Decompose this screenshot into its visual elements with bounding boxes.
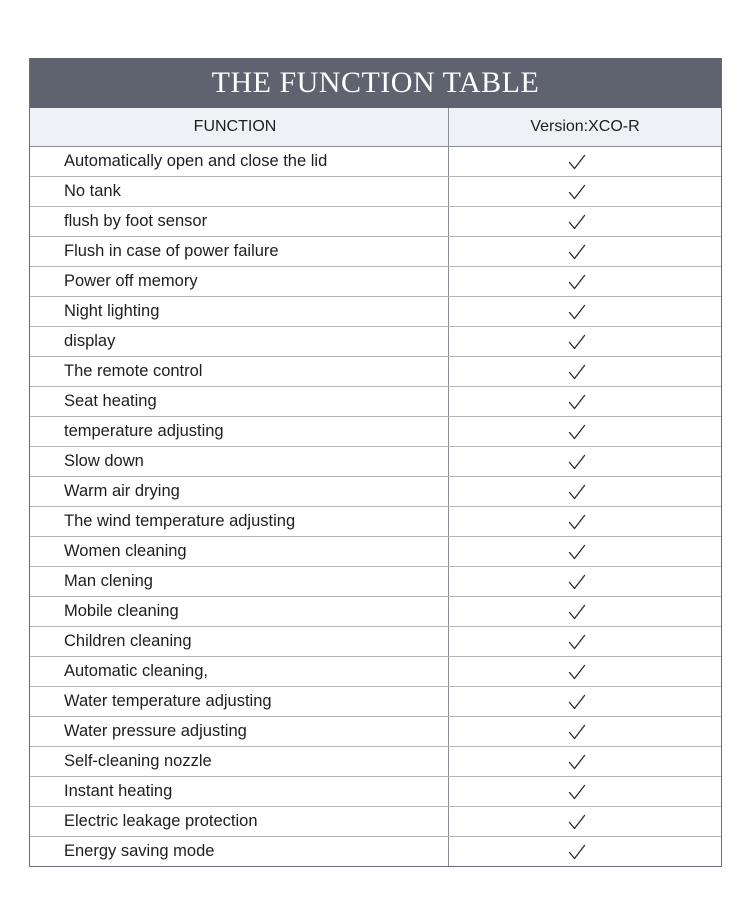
header-version: Version:XCO-R <box>530 118 640 135</box>
check-mark-icon <box>568 694 586 710</box>
table-body <box>30 147 721 866</box>
function-name: Energy saving mode <box>30 837 449 866</box>
table-row <box>30 777 721 807</box>
function-name: Flush in case of power failure <box>30 237 449 266</box>
table-row <box>30 267 721 297</box>
check-mark-icon <box>568 394 586 410</box>
table-title: THE FUNCTION TABLE <box>30 58 721 108</box>
check-mark-icon <box>568 514 586 530</box>
check-mark-icon <box>568 184 586 200</box>
check-mark-icon <box>568 544 586 560</box>
table-row <box>30 417 721 447</box>
version-cell <box>449 567 721 596</box>
function-name: Children cleaning <box>30 627 449 656</box>
version-cell <box>449 147 721 176</box>
function-table <box>29 58 722 867</box>
check-mark-icon <box>568 634 586 650</box>
version-cell <box>449 207 721 236</box>
table-row <box>30 147 721 177</box>
table-header-row <box>30 108 721 147</box>
table-row <box>30 537 721 567</box>
function-name: The remote control <box>30 357 449 386</box>
version-cell <box>449 627 721 656</box>
function-name: display <box>30 327 449 356</box>
table-row <box>30 687 721 717</box>
version-cell <box>449 357 721 386</box>
table-row <box>30 747 721 777</box>
check-mark-icon <box>568 844 586 860</box>
table-row <box>30 447 721 477</box>
function-name: Man clening <box>30 567 449 596</box>
check-mark-icon <box>568 484 586 500</box>
version-cell <box>449 507 721 536</box>
version-cell <box>449 477 721 506</box>
check-mark-icon <box>568 214 586 230</box>
version-cell <box>449 417 721 446</box>
check-mark-icon <box>568 754 586 770</box>
version-cell <box>449 537 721 566</box>
table-row <box>30 717 721 747</box>
table-row <box>30 837 721 866</box>
function-name: Water pressure adjusting <box>30 717 449 746</box>
function-name: Electric leakage protection <box>30 807 449 836</box>
function-name: Women cleaning <box>30 537 449 566</box>
check-mark-icon <box>568 154 586 170</box>
table-row <box>30 357 721 387</box>
function-name: Instant heating <box>30 777 449 806</box>
table-row <box>30 507 721 537</box>
check-mark-icon <box>568 334 586 350</box>
version-cell <box>449 687 721 716</box>
table-row <box>30 627 721 657</box>
function-name: Mobile cleaning <box>30 597 449 626</box>
version-cell <box>449 717 721 746</box>
version-cell <box>449 777 721 806</box>
check-mark-icon <box>568 814 586 830</box>
function-name: No tank <box>30 177 449 206</box>
check-mark-icon <box>568 454 586 470</box>
table-row <box>30 207 721 237</box>
version-cell <box>449 267 721 296</box>
check-mark-icon <box>568 664 586 680</box>
version-cell <box>449 657 721 686</box>
version-cell <box>449 747 721 776</box>
function-name: Warm air drying <box>30 477 449 506</box>
function-name: flush by foot sensor <box>30 207 449 236</box>
function-name: Slow down <box>30 447 449 476</box>
version-cell <box>449 837 721 866</box>
version-cell <box>449 447 721 476</box>
function-name: Automatically open and close the lid <box>30 147 449 176</box>
table-row <box>30 807 721 837</box>
version-cell <box>449 807 721 836</box>
table-row <box>30 597 721 627</box>
function-name: Automatic cleaning, <box>30 657 449 686</box>
header-function: FUNCTION <box>30 108 449 146</box>
check-mark-icon <box>568 604 586 620</box>
check-mark-icon <box>568 274 586 290</box>
version-cell <box>449 597 721 626</box>
table-row <box>30 297 721 327</box>
table-row <box>30 657 721 687</box>
function-name: Seat heating <box>30 387 449 416</box>
table-row <box>30 177 721 207</box>
check-mark-icon <box>568 364 586 380</box>
version-cell <box>449 387 721 416</box>
table-row <box>30 237 721 267</box>
check-mark-icon <box>568 244 586 260</box>
function-name: Water temperature adjusting <box>30 687 449 716</box>
function-name: temperature adjusting <box>30 417 449 446</box>
check-mark-icon <box>568 574 586 590</box>
function-name: Power off memory <box>30 267 449 296</box>
check-mark-icon <box>568 304 586 320</box>
table-row <box>30 567 721 597</box>
table-row <box>30 477 721 507</box>
function-name: Self-cleaning nozzle <box>30 747 449 776</box>
version-cell <box>449 237 721 266</box>
version-cell <box>449 177 721 206</box>
check-mark-icon <box>568 424 586 440</box>
table-row <box>30 387 721 417</box>
check-mark-icon <box>568 724 586 740</box>
check-mark-icon <box>568 784 586 800</box>
version-cell <box>449 327 721 356</box>
function-name: The wind temperature adjusting <box>30 507 449 536</box>
version-cell <box>449 297 721 326</box>
table-row <box>30 327 721 357</box>
function-name: Night lighting <box>30 297 449 326</box>
